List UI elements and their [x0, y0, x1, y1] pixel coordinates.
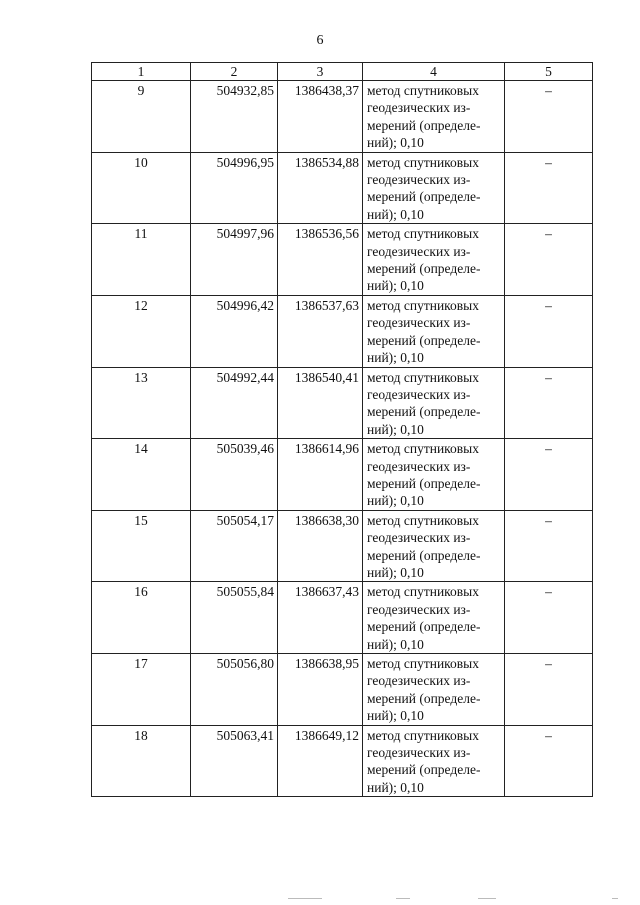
- table-row: [92, 152, 593, 224]
- note-cell: –: [505, 654, 593, 726]
- coordinate-y: 1386438,37: [278, 81, 363, 153]
- method-text-line: геодезических из-: [367, 530, 471, 546]
- coordinate-y: 1386540,41: [278, 367, 363, 439]
- header-col-2: 2: [191, 63, 278, 81]
- method-text-line: метод спутниковых: [367, 83, 479, 98]
- method-text-line: метод спутниковых: [367, 727, 479, 743]
- method-cell: [363, 224, 505, 296]
- method-text-line: геодезических из-: [367, 745, 471, 761]
- point-number: 10: [92, 152, 191, 224]
- coordinate-y: 1386537,63: [278, 295, 363, 367]
- coordinate-x: 504996,95: [191, 152, 278, 224]
- table-row: [92, 510, 593, 582]
- method-text-line: ний); 0,10: [367, 493, 424, 509]
- method-cell: [363, 510, 505, 582]
- method-text-line: мерений (определе-: [367, 261, 481, 277]
- method-text-line: метод спутниковых: [367, 512, 479, 528]
- method-text-line: мерений (определе-: [367, 762, 481, 778]
- point-number: 11: [92, 224, 191, 296]
- header-col-4: 4: [363, 63, 505, 81]
- page-number: 6: [316, 33, 324, 48]
- header-row: [92, 63, 593, 81]
- method-cell: [363, 725, 505, 797]
- table-row: [92, 81, 593, 153]
- coordinate-x: 504996,42: [191, 295, 278, 367]
- method-cell: [363, 152, 505, 224]
- method-text-line: ний); 0,10: [367, 421, 424, 437]
- note-cell: –: [505, 725, 593, 797]
- method-text-line: ний); 0,10: [367, 206, 424, 222]
- method-text-line: метод спутниковых: [367, 584, 479, 600]
- method-text-line: ний); 0,10: [367, 708, 424, 724]
- method-text-line: ний); 0,10: [367, 564, 424, 580]
- method-text-line: геодезических из-: [367, 100, 471, 116]
- method-text-line: ний); 0,10: [367, 278, 424, 294]
- method-text-line: метод спутниковых: [367, 297, 479, 313]
- method-text-line: мерений (определе-: [367, 117, 481, 133]
- table-row: [92, 367, 593, 439]
- method-text-line: ний); 0,10: [367, 779, 424, 795]
- method-text-line: мерений (определе-: [367, 404, 481, 420]
- point-number: 16: [92, 582, 191, 654]
- method-text-line: ний); 0,10: [367, 636, 424, 652]
- method-text-line: геодезических из-: [367, 458, 471, 474]
- method-text-line: мерений (определе-: [367, 475, 481, 491]
- method-text-line: метод спутниковых: [367, 369, 479, 385]
- coordinate-x: 505054,17: [191, 510, 278, 582]
- method-text-line: геодезических из-: [367, 601, 471, 617]
- method-text-line: мерений (определе-: [367, 332, 481, 348]
- method-text-line: метод спутниковых: [367, 441, 479, 457]
- method-cell: [363, 81, 505, 153]
- note-cell: –: [505, 367, 593, 439]
- coordinate-y: 1386638,95: [278, 654, 363, 726]
- method-cell: [363, 582, 505, 654]
- method-text-line: ний); 0,10: [367, 350, 424, 366]
- method-text-line: геодезических из-: [367, 172, 471, 188]
- coordinate-y: 1386614,96: [278, 439, 363, 511]
- coordinate-x: 504992,44: [191, 367, 278, 439]
- note-cell: –: [505, 152, 593, 224]
- point-number: 18: [92, 725, 191, 797]
- coordinate-x: 505039,46: [191, 439, 278, 511]
- method-text-line: мерений (определе-: [367, 619, 481, 635]
- coordinate-x: 504932,85: [191, 81, 278, 153]
- table-row: [92, 725, 593, 797]
- point-number: 17: [92, 654, 191, 726]
- table-row: [92, 582, 593, 654]
- method-text-line: мерений (определе-: [367, 690, 481, 706]
- method-text-line: мерений (определе-: [367, 189, 481, 205]
- method-text-line: геодезических из-: [367, 315, 471, 331]
- method-text-line: метод спутниковых: [367, 226, 479, 242]
- table-header: [92, 63, 593, 81]
- point-number: 9: [92, 81, 191, 153]
- method-text-line: метод спутниковых: [367, 154, 479, 170]
- note-cell: –: [505, 81, 593, 153]
- method-cell: [363, 295, 505, 367]
- note-cell: –: [505, 582, 593, 654]
- method-text-line: метод спутниковых: [367, 656, 479, 671]
- note-cell: –: [505, 224, 593, 296]
- coordinate-x: 505063,41: [191, 725, 278, 797]
- point-number: 12: [92, 295, 191, 367]
- coordinate-x: 504997,96: [191, 224, 278, 296]
- coordinates-table: [91, 62, 593, 797]
- method-text-line: геодезических из-: [367, 243, 471, 259]
- header-col-1: 1: [92, 63, 191, 81]
- method-cell: [363, 439, 505, 511]
- coordinate-x: 505055,84: [191, 582, 278, 654]
- note-cell: –: [505, 439, 593, 511]
- method-text-line: геодезических из-: [367, 386, 471, 402]
- coordinate-y: 1386649,12: [278, 725, 363, 797]
- table-body: [92, 81, 593, 797]
- coordinate-y: 1386638,30: [278, 510, 363, 582]
- coordinate-y: 1386534,88: [278, 152, 363, 224]
- point-number: 14: [92, 439, 191, 511]
- header-col-3: 3: [278, 63, 363, 81]
- table-row: [92, 224, 593, 296]
- coordinate-x: 505056,80: [191, 654, 278, 726]
- method-text-line: ний); 0,10: [367, 135, 424, 151]
- method-cell: [363, 367, 505, 439]
- table-row: [92, 654, 593, 726]
- header-col-5: 5: [505, 63, 593, 81]
- footer-scan-marks: [0, 896, 640, 902]
- note-cell: –: [505, 295, 593, 367]
- method-text-line: геодезических из-: [367, 673, 471, 689]
- point-number: 13: [92, 367, 191, 439]
- method-cell: [363, 654, 505, 726]
- note-cell: –: [505, 510, 593, 582]
- coordinate-y: 1386536,56: [278, 224, 363, 296]
- point-number: 15: [92, 510, 191, 582]
- table-row: [92, 295, 593, 367]
- coordinate-y: 1386637,43: [278, 582, 363, 654]
- table-row: [92, 439, 593, 511]
- method-text-line: мерений (определе-: [367, 547, 481, 563]
